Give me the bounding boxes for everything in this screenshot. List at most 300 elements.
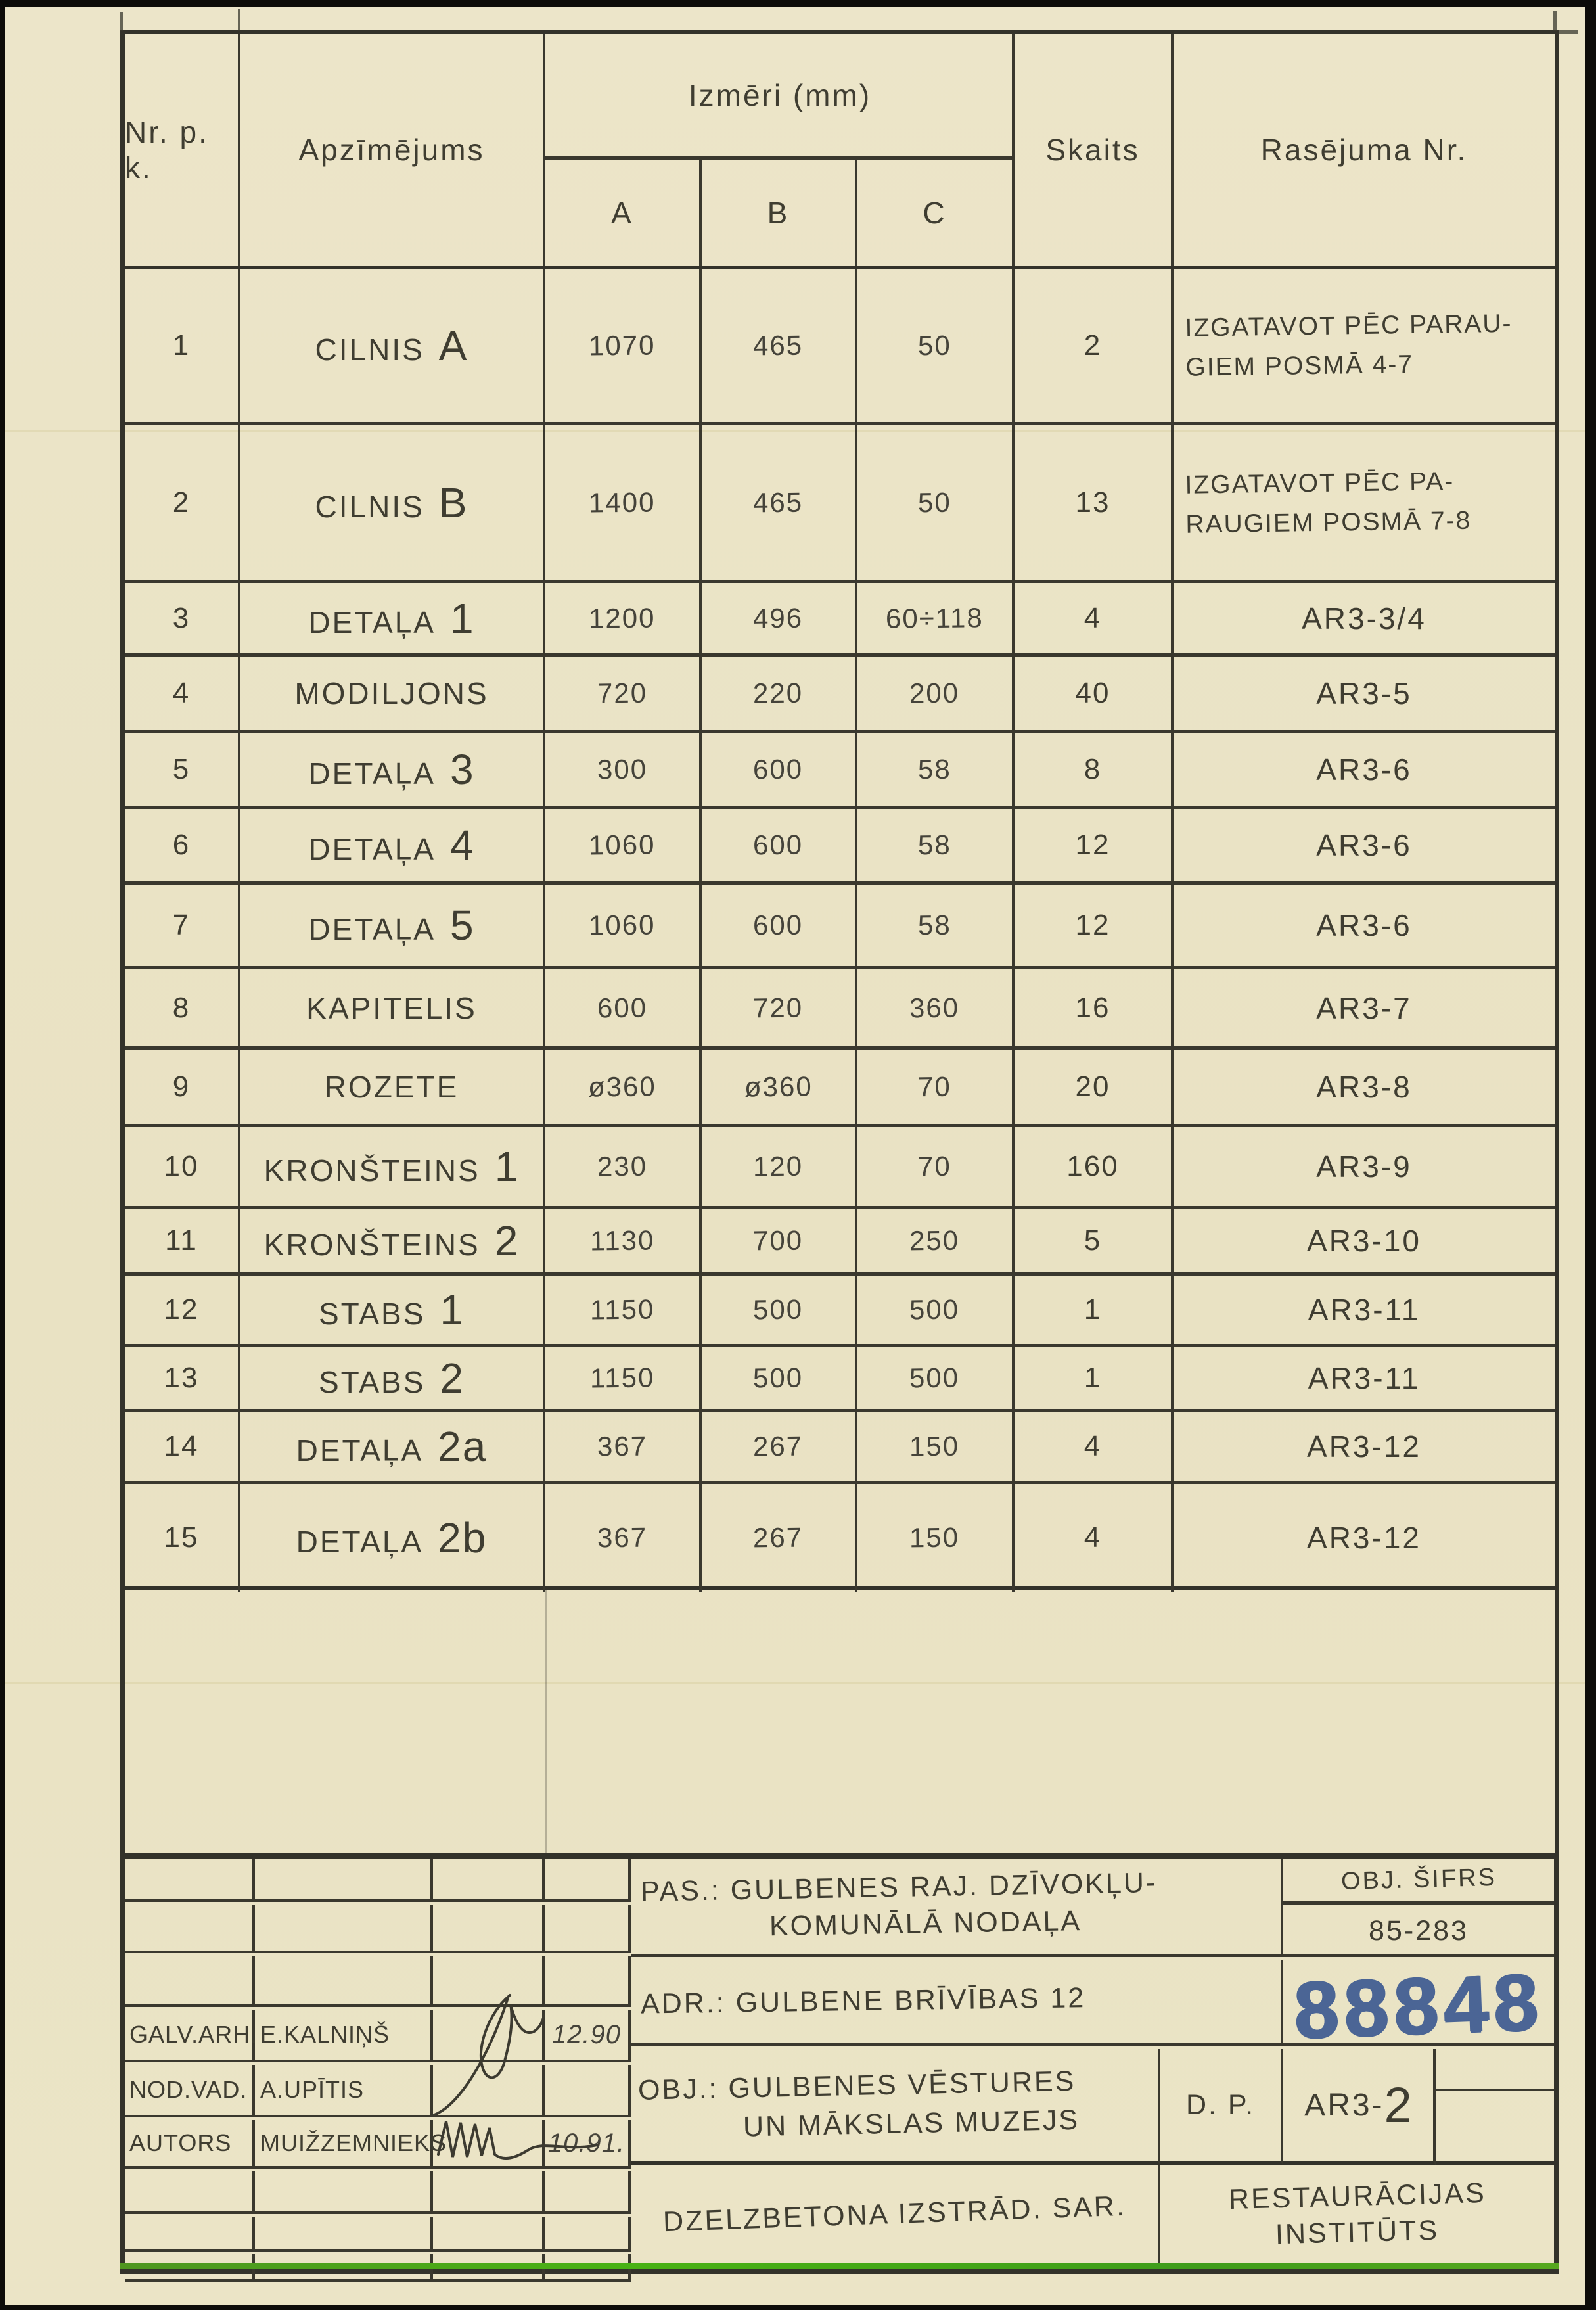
cell-nr [125, 885, 240, 966]
cell-name [240, 269, 545, 422]
row-number: 6 [172, 829, 191, 861]
part-name-wrap [325, 1069, 459, 1105]
green-marker-line [120, 2263, 1559, 2269]
cell-dim-b [702, 425, 857, 580]
table-row [125, 1276, 1555, 1347]
part-name-wrap [315, 321, 468, 370]
dim-b-value: 500 [753, 1293, 804, 1326]
cell-qty [1015, 1127, 1174, 1206]
cell-name [240, 1412, 545, 1481]
drawing-number-handwritten: 88848 [1292, 1956, 1545, 2055]
signature-row-empty [125, 2217, 631, 2252]
cell-nr [125, 1412, 240, 1481]
quantity-value: 4 [1083, 601, 1102, 634]
role-cell [125, 2217, 255, 2249]
empty-cell [1436, 2094, 1554, 2165]
dim-c-value: 200 [909, 677, 960, 709]
table-row [125, 425, 1555, 583]
cell-dim-c [857, 583, 1015, 653]
part-name: STABS [318, 1297, 426, 1331]
part-variant: 4 [449, 821, 475, 869]
cell-dim-b [702, 1050, 857, 1124]
dim-b-value: 496 [753, 602, 804, 634]
role-cell [125, 1905, 255, 1951]
dim-b-value: 720 [753, 992, 804, 1023]
quantity-value: 40 [1075, 677, 1110, 709]
cell-qty [1015, 1209, 1174, 1272]
cell-name [240, 969, 545, 1046]
part-name-wrap [296, 1422, 488, 1471]
cell-qty [1015, 269, 1174, 422]
customer-cell [631, 1859, 1283, 1957]
header-vline-c-skaits [1012, 34, 1015, 160]
cell-nr [125, 1484, 240, 1592]
title-block [120, 1853, 1559, 2274]
title-block-signature-grid [125, 1859, 631, 2263]
quantity-value: 160 [1066, 1150, 1119, 1182]
part-variant: 2a [438, 1423, 488, 1470]
object-code-header-cell [1283, 1859, 1554, 1905]
date-cell [545, 2065, 631, 2115]
drawing-note [1173, 460, 1555, 544]
cell-dim-a [545, 269, 702, 422]
date-cell [545, 1956, 631, 2004]
signature-row-empty [125, 2171, 631, 2214]
quantity-value: 2 [1083, 329, 1102, 361]
date-value: 12.90 [551, 2020, 622, 2049]
cell-dim-a [545, 1484, 702, 1592]
cell-dim-c [857, 1050, 1015, 1124]
cell-dim-a [545, 583, 702, 653]
part-variant: 1 [449, 594, 475, 642]
object-line1: OBJ.: GULBENES VĒSTURES [637, 2065, 1076, 2106]
quantity-value: 4 [1083, 1430, 1102, 1462]
table-row [125, 657, 1555, 733]
signature-cell [433, 2010, 545, 2060]
cell-nr [125, 1209, 240, 1272]
cell-dim-c [857, 809, 1015, 881]
quantity-value: 12 [1075, 909, 1110, 941]
quantity-value: 12 [1075, 829, 1110, 861]
drawing-ref: AR3-12 [1307, 1429, 1421, 1464]
cell-dim-b [702, 1484, 857, 1592]
cell-dim-c [857, 657, 1015, 730]
drafting-tick [1553, 11, 1557, 31]
drawing-note-line1: IZGATAVOT PĒC PARAU- [1185, 309, 1513, 342]
quantity-value: 1 [1083, 1362, 1102, 1394]
cell-qty [1015, 969, 1174, 1046]
dim-c-value: 58 [917, 753, 952, 785]
dim-c-value: 58 [917, 909, 952, 941]
drawing-number-cell [1283, 1956, 1554, 2055]
drawing-ref: AR3-3/4 [1302, 601, 1426, 635]
dim-b-value: 700 [753, 1224, 804, 1257]
signature-cell [433, 1859, 545, 1899]
cell-dim-a [545, 1209, 702, 1272]
drafting-tick [1559, 30, 1578, 34]
name-cell [255, 2217, 433, 2249]
drawing-ref: AR3-6 [1316, 828, 1412, 862]
part-name-wrap [308, 745, 474, 794]
part-name: KAPITELIS [306, 990, 477, 1025]
quantity-value: 5 [1083, 1224, 1102, 1257]
part-variant: 3 [449, 746, 475, 793]
header-rasejums [1174, 34, 1555, 266]
cell-rasejums [1174, 733, 1555, 806]
person-name: A.UPĪTIS [260, 2076, 365, 2103]
drawing-ref: AR3-6 [1316, 752, 1412, 787]
header-name [240, 34, 545, 266]
cell-dim-b [702, 1347, 857, 1409]
signature-row-empty [125, 1905, 631, 1953]
object-code-cell [1283, 1908, 1554, 1957]
cell-nr [125, 733, 240, 806]
signature-cell [433, 2120, 545, 2166]
customer-line1: PAS.: GULBENES RAJ. DZĪVOKĻU- [640, 1866, 1158, 1908]
part-variant: 5 [449, 902, 475, 949]
part-variant: A [438, 322, 468, 369]
cell-qty [1015, 583, 1174, 653]
header-dim-b [702, 160, 857, 266]
dim-c-value: 50 [917, 486, 952, 518]
header-rasejums-label: Rasējuma Nr. [1260, 133, 1468, 167]
drawing-ref: AR3-9 [1316, 1149, 1412, 1184]
scanned-sheet [5, 7, 1585, 2305]
part-name-wrap [294, 676, 488, 711]
cell-dim-c [857, 733, 1015, 806]
cell-name [240, 425, 545, 580]
cell-name [240, 583, 545, 653]
institute-line2: INSTITŪTS [1275, 2214, 1440, 2250]
quantity-value: 13 [1075, 486, 1110, 519]
cell-qty [1015, 733, 1174, 806]
quantity-value: 16 [1075, 991, 1110, 1024]
person-name: E.KALNIŅŠ [260, 2021, 390, 2048]
header-skaits-label: Skaits [1045, 133, 1140, 167]
part-variant: 2b [438, 1514, 488, 1561]
cell-rasejums [1174, 809, 1555, 881]
cell-qty [1015, 1484, 1174, 1592]
signature-cell [433, 2171, 545, 2211]
role-label: AUTORS [129, 2129, 232, 2156]
institute-cell [1160, 2165, 1554, 2263]
cell-nr [125, 1347, 240, 1409]
series-title-cell [631, 2165, 1160, 2263]
stage-cell [1160, 2049, 1283, 2165]
cell-qty [1015, 1412, 1174, 1481]
cell-dim-c [857, 1127, 1015, 1206]
role-cell [125, 2120, 255, 2166]
dim-a-value: 367 [597, 1521, 648, 1554]
cell-dim-c [857, 1209, 1015, 1272]
part-name: DETAĻA [296, 1433, 424, 1467]
row-number: 9 [172, 1070, 191, 1103]
dim-b-value: 220 [753, 677, 804, 709]
name-cell [255, 1905, 433, 1951]
dim-b-value: 465 [753, 486, 804, 518]
signature-cell [433, 2217, 545, 2249]
cell-name [240, 1484, 545, 1592]
dim-a-value: 1150 [589, 1293, 655, 1326]
dim-a-value: 1200 [589, 601, 656, 634]
quantity-value: 20 [1075, 1070, 1110, 1103]
row-number: 15 [164, 1521, 199, 1554]
role-cell [125, 1956, 255, 2004]
table-row [125, 1050, 1555, 1127]
cell-rasejums [1174, 425, 1555, 580]
dim-a-value: 300 [597, 753, 648, 785]
quantity-value: 1 [1083, 1293, 1102, 1326]
drafting-tick [120, 12, 123, 31]
header-skaits [1015, 34, 1174, 266]
cell-dim-c [857, 425, 1015, 580]
cell-dim-b [702, 1127, 857, 1206]
date-cell [545, 2171, 631, 2211]
row-number: 8 [172, 991, 191, 1024]
dim-c-value: 500 [909, 1362, 960, 1394]
header-dim-b-label: B [767, 195, 790, 230]
row-number: 12 [164, 1293, 199, 1326]
cell-rasejums [1174, 1127, 1555, 1206]
cell-qty [1015, 1050, 1174, 1124]
dim-c-value: 58 [917, 829, 952, 861]
table-header [125, 34, 1555, 269]
part-name: DETAĻA [308, 832, 436, 866]
table-rows [125, 269, 1555, 1592]
cell-dim-b [702, 1276, 857, 1344]
table-row [125, 885, 1555, 969]
drafting-tick [238, 9, 240, 31]
date-value: 10.91. [547, 2128, 626, 2158]
part-name-wrap [264, 1216, 520, 1265]
dim-a-value: 230 [597, 1150, 648, 1182]
signature-row-nod-vad [125, 2065, 631, 2117]
row-number: 7 [172, 909, 191, 941]
cell-dim-b [702, 1209, 857, 1272]
table-row [125, 269, 1555, 425]
cell-dim-b [702, 269, 857, 422]
header-dim-c-label: C [923, 195, 947, 230]
signature-row-galv-arh [125, 2010, 631, 2062]
table-row [125, 1347, 1555, 1412]
object-cell [631, 2049, 1160, 2165]
cell-name [240, 809, 545, 881]
cell-dim-c [857, 1347, 1015, 1409]
row-number: 4 [172, 677, 191, 709]
table-row [125, 1412, 1555, 1484]
table-row [125, 583, 1555, 657]
header-nr-label: Nr. p. k. [125, 115, 209, 185]
cell-rasejums [1174, 1276, 1555, 1344]
date-cell [545, 2120, 631, 2166]
dim-c-value: 70 [917, 1071, 952, 1102]
part-name-wrap [308, 594, 474, 643]
cell-dim-a [545, 1050, 702, 1124]
table-row [125, 1209, 1555, 1276]
cell-dim-b [702, 885, 857, 966]
row-number: 5 [172, 753, 191, 785]
row-number: 14 [164, 1430, 199, 1462]
object-code-header-label: OBJ. ŠIFRS [1340, 1863, 1497, 1896]
dim-b-value: 500 [753, 1362, 804, 1394]
cell-rasejums [1174, 583, 1555, 653]
cell-name [240, 1276, 545, 1344]
cell-nr [125, 969, 240, 1046]
part-name: ROZETE [324, 1069, 459, 1104]
dim-a-value: 720 [597, 677, 648, 709]
row-number: 1 [172, 329, 191, 361]
cell-dim-a [545, 1276, 702, 1344]
row-number: 3 [172, 601, 191, 634]
part-name: STABS [318, 1365, 426, 1399]
dim-b-value: 600 [753, 829, 804, 861]
cell-rasejums [1174, 1412, 1555, 1481]
name-cell [255, 2120, 447, 2166]
cell-dim-c [857, 1484, 1015, 1592]
dim-b-value: 600 [753, 909, 804, 941]
cell-dim-b [702, 583, 857, 653]
dim-b-value: 600 [753, 753, 804, 785]
cell-qty [1015, 1347, 1174, 1409]
dim-b-value: ø360 [744, 1070, 813, 1103]
quantity-value: 8 [1083, 753, 1102, 785]
cell-nr [125, 425, 240, 580]
cell-qty [1015, 1276, 1174, 1344]
drawing-ref: AR3-8 [1316, 1069, 1412, 1104]
drawing-ref: AR3-10 [1307, 1224, 1421, 1258]
part-name-wrap [306, 990, 477, 1026]
part-name: DETAĻA [296, 1525, 424, 1559]
dim-a-value: 1400 [589, 486, 656, 519]
dim-a-value: ø360 [587, 1070, 657, 1103]
row-number: 11 [165, 1224, 198, 1257]
cell-nr [125, 583, 240, 653]
cell-name [240, 1347, 545, 1409]
quantity-value: 4 [1083, 1521, 1102, 1554]
dim-a-value: 367 [597, 1430, 648, 1462]
name-cell [255, 2010, 433, 2060]
cell-dim-a [545, 425, 702, 580]
part-name-wrap [264, 1142, 520, 1191]
dim-a-value: 600 [597, 992, 648, 1023]
cell-dim-c [857, 269, 1015, 422]
dim-c-value: 360 [909, 992, 960, 1023]
dim-a-value: 1150 [589, 1362, 655, 1394]
dim-c-value: 150 [909, 1521, 960, 1554]
signature-cell [433, 2065, 545, 2115]
part-variant: B [438, 478, 468, 526]
cell-name [240, 1209, 545, 1272]
signature-cell [433, 1956, 545, 2004]
cell-rasejums [1174, 1484, 1555, 1592]
header-dim-a [545, 160, 702, 266]
part-name: DETAĻA [308, 605, 436, 639]
dim-c-value: 150 [909, 1430, 960, 1462]
cell-qty [1015, 425, 1174, 580]
part-name: CILNIS [315, 489, 424, 524]
cell-rasejums [1174, 1209, 1555, 1272]
part-name: KRONŠTEINS [263, 1228, 480, 1262]
dim-a-value: 1060 [589, 909, 656, 941]
cell-qty [1015, 809, 1174, 881]
address-cell [631, 1960, 1283, 2046]
drawing-note-line2: RAUGIEM POSMĀ 7-8 [1185, 506, 1472, 539]
part-name-wrap [308, 821, 474, 869]
part-name: DETAĻA [308, 912, 436, 946]
cell-dim-a [545, 1347, 702, 1409]
dim-a-value: 1060 [589, 829, 656, 861]
cell-name [240, 885, 545, 966]
table-row [125, 1127, 1555, 1209]
signature-row-autors [125, 2120, 631, 2169]
part-name-wrap [319, 1354, 465, 1402]
cell-name [240, 1127, 545, 1206]
cell-nr [125, 1276, 240, 1344]
customer-line2: KOMUNĀLĀ NODAĻA [769, 1905, 1082, 1942]
cell-name [240, 657, 545, 730]
drawing-ref: AR3-11 [1308, 1293, 1421, 1327]
name-cell [255, 1859, 433, 1899]
institute-line1: RESTAURĀCIJAS [1228, 2177, 1486, 2215]
part-name: MODILJONS [294, 676, 489, 710]
cell-qty [1015, 885, 1174, 966]
cell-dim-a [545, 1412, 702, 1481]
cell-nr [125, 269, 240, 422]
person-name: MUIŽZEMNIEKS [260, 2129, 447, 2156]
name-cell [255, 1956, 433, 2004]
header-dim-a-label: A [611, 195, 633, 230]
row-number: 13 [164, 1362, 199, 1394]
cell-dim-b [702, 809, 857, 881]
cell-rasejums [1174, 969, 1555, 1046]
part-variant: 1 [440, 1286, 465, 1333]
cell-dim-a [545, 809, 702, 881]
parts-table [120, 30, 1559, 1590]
drawing-ref: AR3-7 [1316, 990, 1412, 1025]
cell-qty [1015, 657, 1174, 730]
cell-nr [125, 809, 240, 881]
stage-label: D. P. [1185, 2089, 1256, 2121]
role-cell [125, 2010, 258, 2060]
role-label: GALV.ARH. [129, 2021, 258, 2048]
cell-name [240, 1050, 545, 1124]
part-name-wrap [319, 1285, 465, 1334]
object-code-value: 85-283 [1369, 1914, 1469, 1947]
cell-nr [125, 1127, 240, 1206]
name-cell [255, 2171, 433, 2211]
dim-a-value: 1070 [589, 329, 656, 361]
header-name-label: Apzīmējums [298, 133, 485, 167]
cell-dim-b [702, 1412, 857, 1481]
signature-row-empty [125, 1859, 631, 1902]
header-izmeri [545, 34, 1015, 156]
cell-rasejums [1174, 1050, 1555, 1124]
drawing-ref: AR3-12 [1307, 1521, 1421, 1555]
drawing-ref: AR3-11 [1308, 1361, 1421, 1395]
role-cell [125, 1859, 255, 1899]
signature-cell [433, 1905, 545, 1951]
date-cell [545, 1859, 631, 1899]
part-name-wrap [308, 901, 474, 950]
header-dim-c [857, 160, 1015, 266]
name-cell [255, 2065, 433, 2115]
cell-dim-c [857, 1412, 1015, 1481]
signature-row-empty [125, 1956, 631, 2007]
drawing-note-line2: GIEM POSMĀ 4-7 [1185, 350, 1414, 382]
header-nr [125, 34, 240, 266]
dim-b-value: 267 [753, 1430, 804, 1462]
date-cell [545, 2217, 631, 2249]
